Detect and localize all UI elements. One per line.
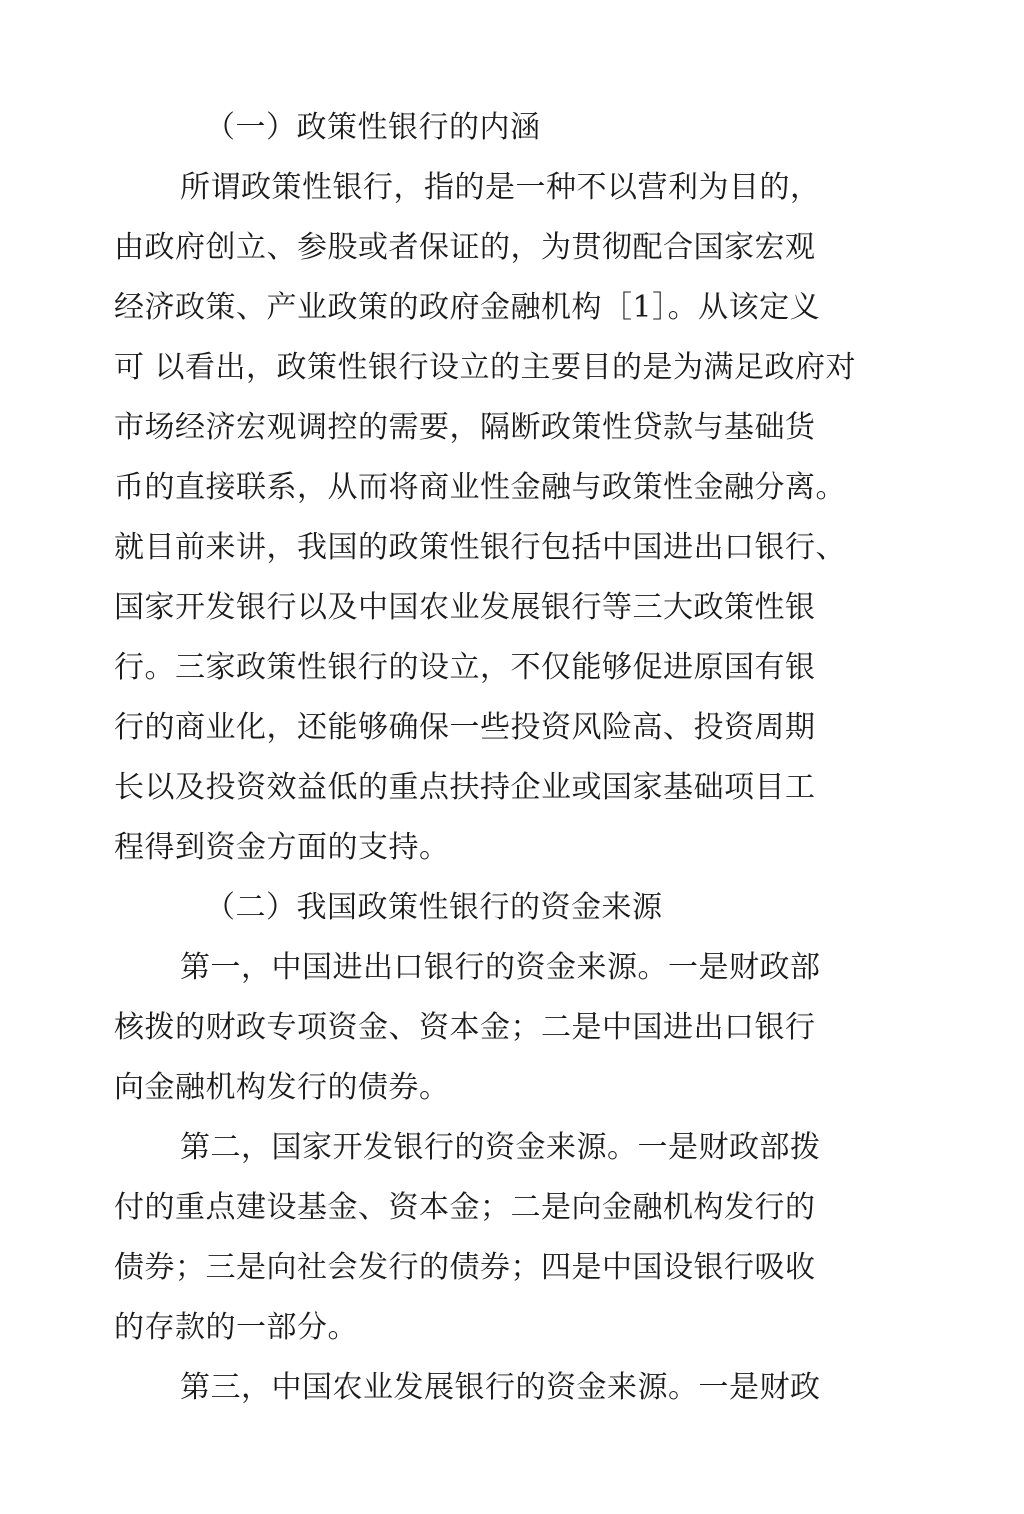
paragraph-line: 市场经济宏观调控的需要，隔断政策性贷款与基础货: [114, 410, 816, 445]
paragraph-line: 国家开发银行以及中国农业发展银行等三大政策性银: [114, 590, 816, 625]
paragraph-line: 付的重点建设基金、资本金；二是向金融机构发行的: [114, 1190, 816, 1225]
paragraph-line: 向金融机构发行的债券。: [114, 1070, 450, 1105]
paragraph-line: 债券；三是向社会发行的债券；四是中国设银行吸收: [114, 1250, 816, 1285]
paragraph-line: 第一，中国进出口银行的资金来源。一是财政部: [180, 950, 821, 985]
section-heading-2: （二）我国政策性银行的资金来源: [205, 890, 663, 925]
paragraph-line: 长以及投资效益低的重点扶持企业或国家基础项目工: [114, 770, 816, 805]
paragraph-line: 第二，国家开发银行的资金来源。一是财政部拨: [180, 1130, 821, 1165]
paragraph-line: 第三，中国农业发展银行的资金来源。一是财政: [180, 1370, 821, 1405]
paragraph-line: 可 以看出，政策性银行设立的主要目的是为满足政府对: [114, 350, 857, 385]
paragraph-line: 就目前来讲，我国的政策性银行包括中国进出口银行、: [114, 530, 846, 565]
paragraph-line: 行。三家政策性银行的设立，不仅能够促进原国有银: [114, 650, 816, 685]
paragraph-line: 所谓政策性银行，指的是一种不以营利为目的，: [180, 170, 821, 205]
paragraph-line: 核拨的财政专项资金、资本金；二是中国进出口银行: [114, 1010, 816, 1045]
section-heading-1: （一）政策性银行的内涵: [205, 110, 541, 145]
paragraph-line: 经济政策、产业政策的政府金融机构［1］。从该定义: [114, 290, 821, 325]
paragraph-line: 的存款的一部分。: [114, 1310, 358, 1345]
paragraph-line: 程得到资金方面的支持。: [114, 830, 450, 865]
paragraph-line: 由政府创立、参股或者保证的，为贯彻配合国家宏观: [114, 230, 816, 265]
paragraph-line: 币的直接联系，从而将商业性金融与政策性金融分离。: [114, 470, 846, 505]
paragraph-line: 行的商业化，还能够确保一些投资风险高、投资周期: [114, 710, 816, 745]
